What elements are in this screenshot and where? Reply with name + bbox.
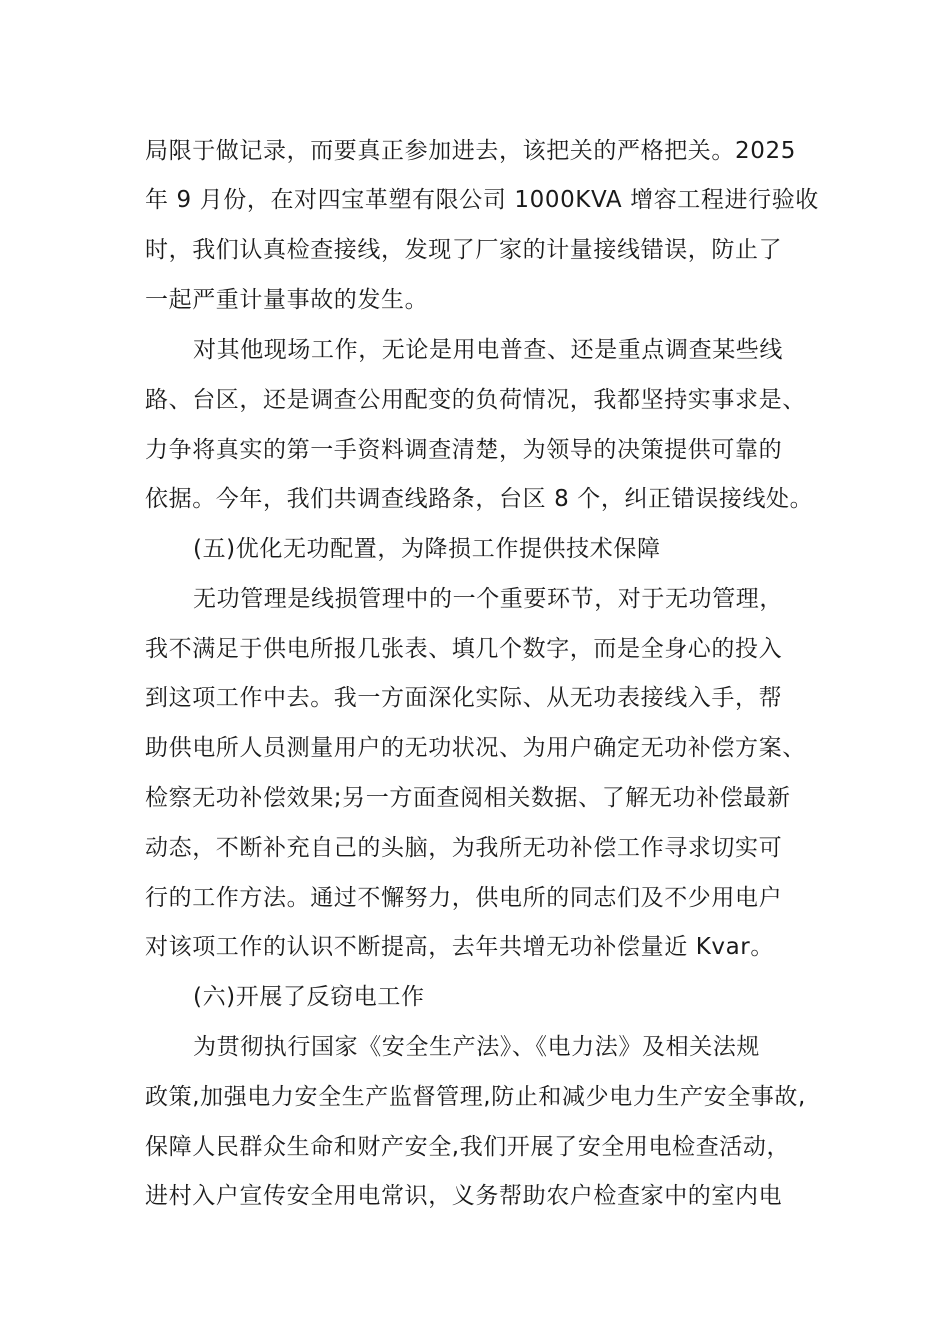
paragraph-start-line: 对其他现场工作，无论是用电普查、还是重点调查某些线 [193, 337, 783, 363]
body-text-line: 保障人民群众生命和财产安全,我们开展了安全用电检查活动， [145, 1134, 791, 1160]
body-text-line: 到这项工作中去。我一方面深化实际、从无功表接线入手，帮 [145, 685, 783, 711]
body-text-line: 我不满足于供电所报几张表、填几个数字，而是全身心的投入 [145, 636, 783, 662]
section-heading: (六)开展了反窃电工作 [193, 984, 425, 1010]
body-text-line: 年 9 月份，在对四宝革塑有限公司 1000KVA 增容工程进行验收 [145, 187, 819, 213]
body-text-line: 检察无功补偿效果;另一方面查阅相关数据、了解无功补偿最新 [145, 785, 791, 811]
body-text-line: 一起严重计量事故的发生。 [145, 287, 429, 313]
section-heading: (五)优化无功配置，为降损工作提供技术保障 [193, 536, 661, 562]
body-text-line: 时，我们认真检查接线，发现了厂家的计量接线错误，防止了 [145, 237, 783, 263]
body-text-line: 局限于做记录，而要真正参加进去，该把关的严格把关。2025 [145, 138, 796, 164]
paragraph-start-line: 为贯彻执行国家《安全生产法》、《电力法》及相关法规 [193, 1034, 760, 1060]
body-text-line: 动态，不断补充自己的头脑，为我所无功补偿工作寻求切实可 [145, 835, 783, 861]
body-text-line: 助供电所人员测量用户的无功状况、为用户确定无功补偿方案、 [145, 735, 806, 761]
body-text-line: 力争将真实的第一手资料调查清楚，为领导的决策提供可靠的 [145, 437, 783, 463]
body-text-line: 依据。今年，我们共调查线路条，台区 8 个，纠正错误接线处。 [145, 486, 814, 512]
body-text-line: 行的工作方法。通过不懈努力，供电所的同志们及不少用电户 [145, 885, 783, 911]
body-text-line: 路、台区，还是调查公用配变的负荷情况，我都坚持实事求是、 [145, 387, 806, 413]
body-text-line: 政策,加强电力安全生产监督管理,防止和减少电力生产安全事故, [145, 1084, 806, 1110]
body-text-line: 进村入户宣传安全用电常识，义务帮助农户检查家中的室内电 [145, 1183, 783, 1209]
body-text-line: 对该项工作的认识不断提高，去年共增无功补偿量近 Kvar。 [145, 934, 774, 960]
paragraph-start-line: 无功管理是线损管理中的一个重要环节，对于无功管理， [193, 586, 783, 612]
